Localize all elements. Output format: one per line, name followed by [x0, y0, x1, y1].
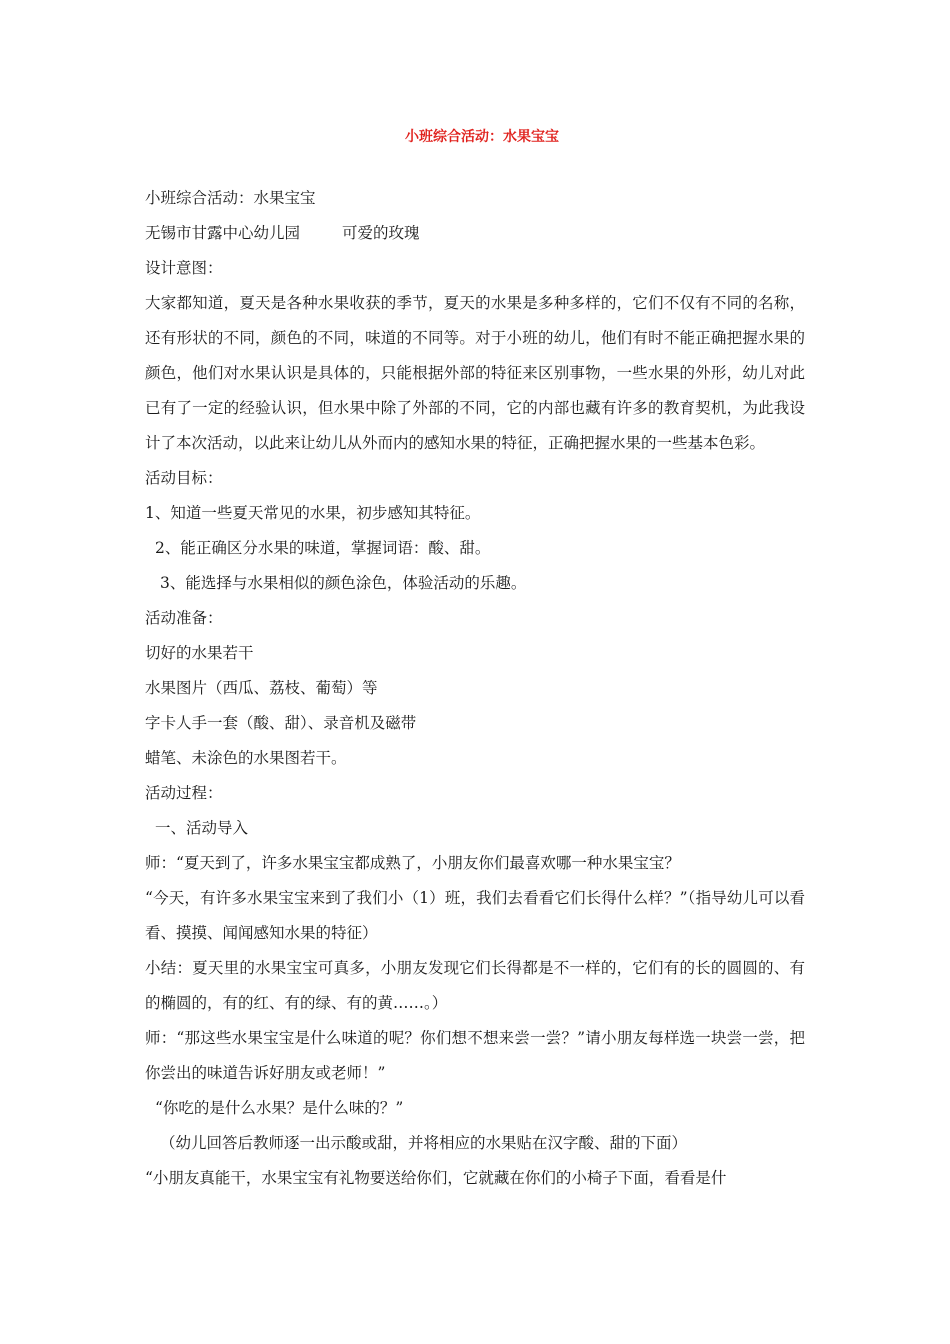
prep-label: 活动准备：: [145, 609, 223, 627]
last-line: “小朋友真能干，水果宝宝有礼物要送给你们，它就藏在你们的小椅子下面，看看是什: [145, 1169, 727, 1187]
goal-item-2: 2、能正确区分水果的味道，掌握词语：酸、甜。: [155, 539, 491, 557]
design-paragraph: 大家都知道，夏天是各种水果收获的季节，夏天的水果是多种多样的，它们不仅有不同的名称，还有形状的不同，颜色的不同，味道的不同等。对于小班的幼儿，他们有时不能正确把握水果的颜色，他们对水果认识是具体的，只能根据外部的特征来区别事物，一些水果的外形，幼儿对此已有了一定的经验认识，但水果中除了外部的不同，它的内部也藏有许多的教育契机，为此我设计了本次活动，以此来让幼儿从外而内的感知水果的特征，正确把握水果的一些基本色彩。: [145, 294, 805, 452]
note-line: （幼儿回答后教师逐一出示酸或甜，并将相应的水果贴在汉字酸、甜的下面）: [160, 1134, 688, 1152]
teacher-paragraph-2: 师：“那这些水果宝宝是什么味道的呢？你们想不想来尝一尝？”请小朋友每样选一块尝一尝，把你尝出的味道告诉好朋友或老师！”: [145, 1029, 805, 1082]
design-label: 设计意图：: [145, 259, 223, 277]
teacher-line-1: 师：“夏天到了，许多水果宝宝都成熟了，小朋友你们最喜欢哪一种水果宝宝？: [145, 854, 680, 872]
question-line: “你吃的是什么水果？是什么味的？”: [155, 1099, 404, 1117]
document-body: [145, 181, 805, 1196]
step-one-heading: 一、活动导入: [155, 819, 249, 837]
goals-label: 活动目标：: [145, 469, 223, 487]
today-paragraph: “今天，有许多水果宝宝来到了我们小（1）班，我们去看看它们长得什么样？”（指导幼儿可以看看、摸摸、闻闻感知水果的特征）: [145, 889, 805, 942]
goal-item-3: 3、能选择与水果相似的颜色涂色，体验活动的乐趣。: [160, 574, 527, 592]
prep-item-3: 字卡人手一套（酸、甜）、录音机及磁带: [145, 714, 417, 732]
heading-line: 小班综合活动：水果宝宝: [145, 189, 316, 207]
author-name: 可爱的玫瑰: [342, 224, 420, 242]
prep-item-2: 水果图片（西瓜、荔枝、葡萄）等: [145, 679, 378, 697]
author-line: [145, 216, 805, 251]
summary-paragraph: 小结：夏天里的水果宝宝可真多，小朋友发现它们长得都是不一样的，它们有的长的圆圆的、有的椭圆的，有的红、有的绿、有的黄……。）: [145, 959, 805, 1012]
process-label: 活动过程：: [145, 784, 223, 802]
goal-item-1: 1、知道一些夏天常见的水果，初步感知其特征。: [145, 504, 481, 522]
prep-item-4: 蜡笔、未涂色的水果图若干。: [145, 749, 347, 767]
document-title: 小班综合活动：水果宝宝: [405, 129, 559, 145]
school-name: 无锡市甘露中心幼儿园: [145, 224, 301, 242]
prep-item-1: 切好的水果若干: [145, 644, 254, 662]
